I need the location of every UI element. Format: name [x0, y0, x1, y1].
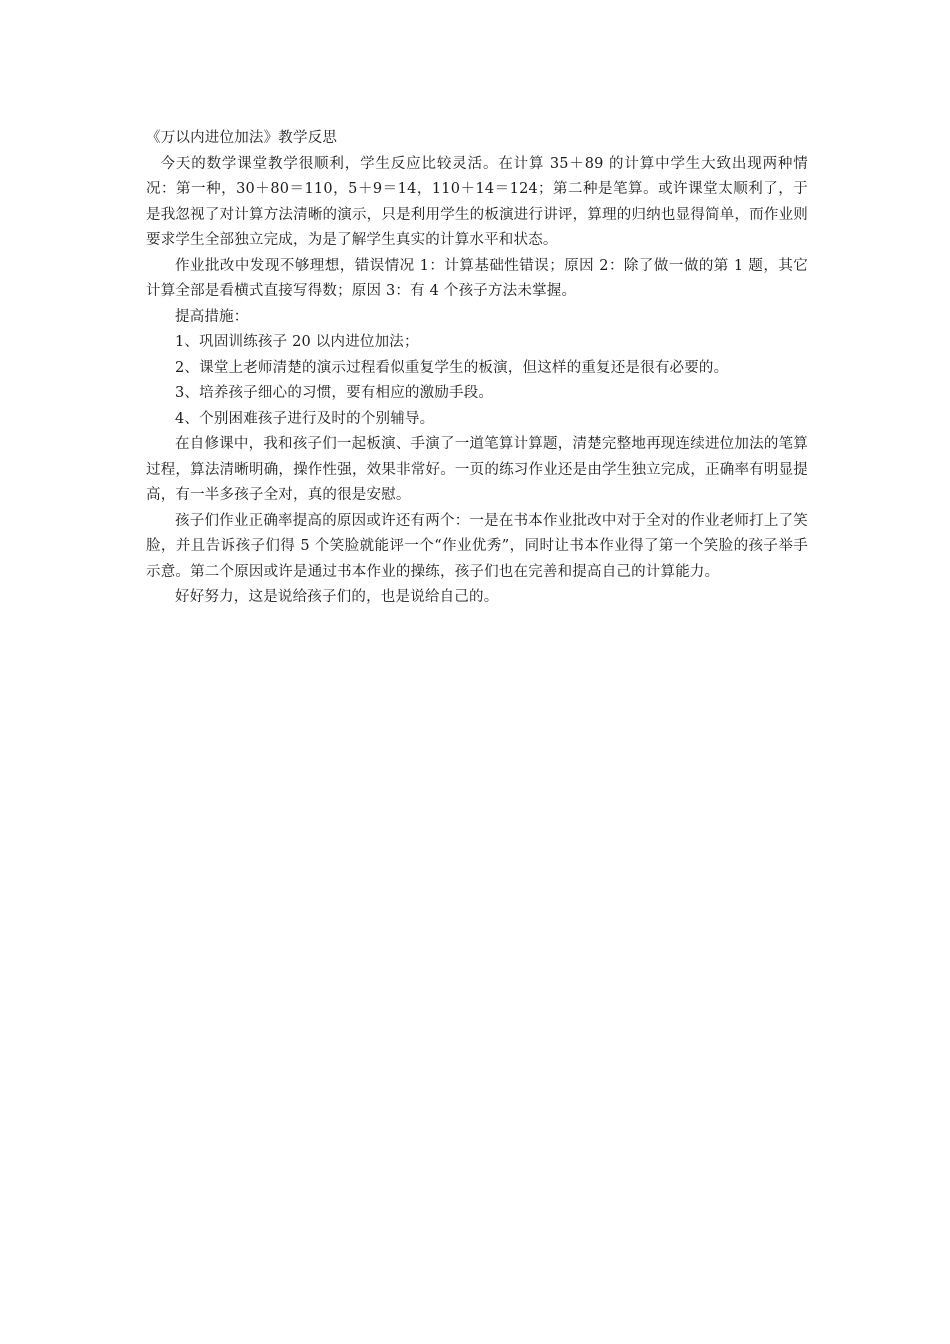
list-item-measure-4: 4、个别困难孩子进行及时的个别辅导。 [175, 410, 435, 427]
list-item-measure-2: 2、课堂上老师清楚的演示过程看似重复学生的板演，但这样的重复还是很有必要的。 [175, 359, 729, 376]
paragraph-intro: 今天的数学课堂教学很顺利，学生反应比较灵活。在计算 35＋89 的计算中学生大致出现两种情况：第一种，30＋80＝110，5＋9＝14，110＋14＝124；第二种是笔算。或许课堂太顺利了，于是我忽视了对计算方法清晰的演示，只是利用学生的板演进行讲评，算理的归纳也显得简单，而作业则要求学生全部独立完成，为是了解学生真实的计算水平和状态。 [146, 155, 808, 248]
paragraph-closing: 好好努力，这是说给孩子们的，也是说给自己的。 [175, 589, 499, 605]
paragraph-reasons: 孩子们作业正确率提高的原因或许还有两个：一是在书本作业批改中对于全对的作业老师打上了笑脸，并且告诉孩子们得 5 个笑脸就能评一个“作业优秀”，同时让书本作业得了第一个笑脸的孩子举手示意。第二个原因或许是通过书本作业的操练，孩子们也在完善和提高自己的计算能力。 [146, 512, 808, 580]
list-item-measure-3: 3、培养孩子细心的习惯，要有相应的激励手段。 [175, 385, 494, 401]
list-item-measure-1: 1、巩固训练孩子 20 以内进位加法； [175, 334, 419, 350]
document-page [146, 126, 808, 611]
document-title: 《万以内进位加法》教学反思 [146, 130, 338, 146]
paragraph-errors: 作业批改中发现不够理想，错误情况 1：计算基础性错误；原因 2：除了做一做的第 1 题，其它计算全部是看横式直接写得数；原因 3：有 4 个孩子方法未掌握。 [146, 257, 808, 299]
paragraph-measures-heading: 提高措施： [175, 308, 249, 325]
paragraph-self-study: 在自修课中，我和孩子们一起板演、手演了一道笔算计算题，清楚完整地再现连续进位加法的笔算过程，算法清晰明确，操作性强，效果非常好。一页的练习作业还是由学生独立完成，正确率有明显提高，有一半多孩子全对，真的很是安慰。 [146, 436, 808, 503]
